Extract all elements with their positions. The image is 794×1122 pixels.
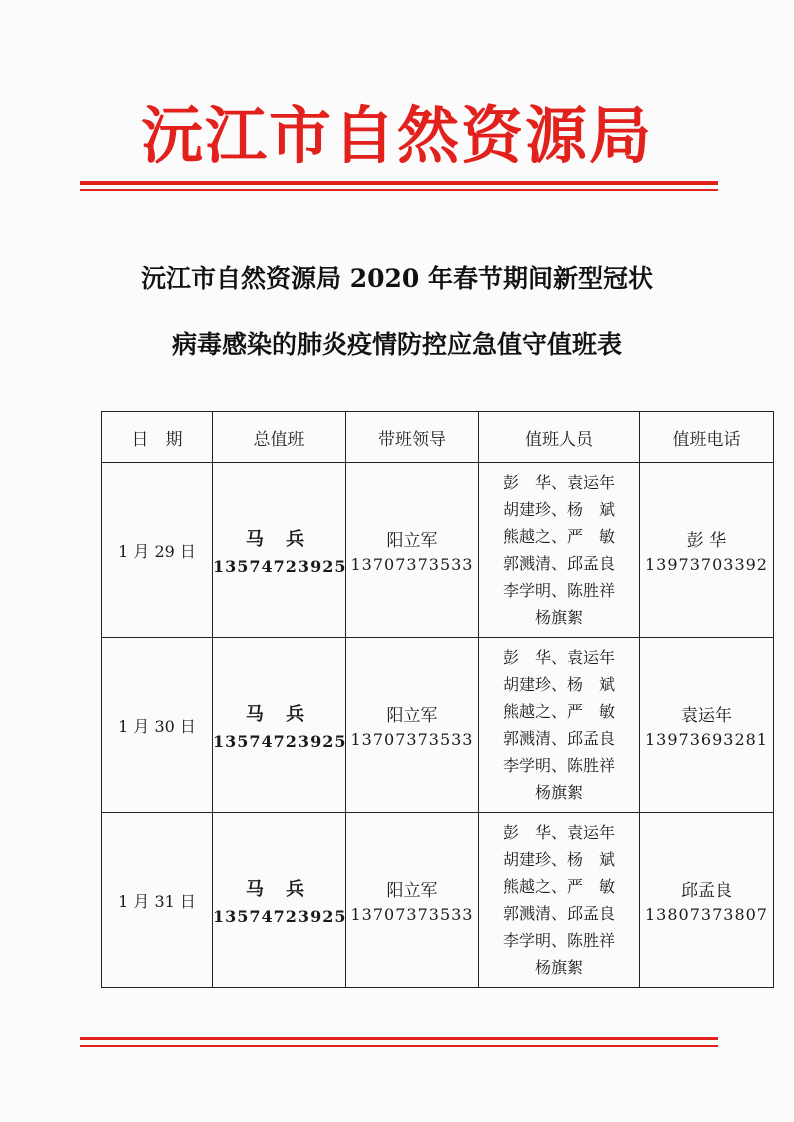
leader-cell xyxy=(346,463,479,638)
row-date: 1 月 30 日 xyxy=(102,638,213,813)
duty-phone-cell xyxy=(640,463,774,638)
staff-line: 李学明、陈胜祥 xyxy=(502,756,615,775)
footer-thin-rule xyxy=(80,1045,718,1047)
staff-line: 胡建珍、杨 斌 xyxy=(502,675,615,694)
duty-phone-cell xyxy=(640,638,774,813)
staff-line: 彭 华、袁运年 xyxy=(502,648,615,667)
chief-cell xyxy=(213,463,346,638)
chief-cell xyxy=(213,813,346,988)
staff-line: 彭 华、袁运年 xyxy=(502,473,615,492)
staff-line: 李学明、陈胜祥 xyxy=(502,931,615,950)
footer-thick-rule xyxy=(80,1037,718,1040)
leader-cell xyxy=(346,813,479,988)
document-title-line-2: 病毒感染的肺炎疫情防控应急值守值班表 xyxy=(171,330,622,359)
duty-contact-name: 邱孟良 xyxy=(681,881,732,901)
duty-roster-table xyxy=(101,411,774,988)
leader-phone: 13707373533 xyxy=(350,730,474,749)
staff-cell xyxy=(479,813,640,988)
staff-line: 胡建珍、杨 斌 xyxy=(502,500,615,519)
duty-contact-phone: 13807373807 xyxy=(645,905,768,924)
staff-line: 郭溅清、邱孟良 xyxy=(502,904,615,923)
chief-name: 马 兵 xyxy=(245,878,313,900)
row-date: 1 月 29 日 xyxy=(102,463,213,638)
leader-phone: 13707373533 xyxy=(350,555,474,574)
leader-phone: 13707373533 xyxy=(350,905,474,924)
header-date: 日 期 xyxy=(102,412,213,463)
table-row xyxy=(102,813,774,988)
leader-cell xyxy=(346,638,479,813)
leader-name: 阳立军 xyxy=(386,881,438,901)
header-duty-staff: 值班人员 xyxy=(479,412,640,463)
staff-cell xyxy=(479,638,640,813)
staff-line: 杨旗絮 xyxy=(534,958,583,977)
duty-contact-name: 袁运年 xyxy=(681,706,732,726)
header-shift-leader: 带班领导 xyxy=(346,412,479,463)
document-title-line-1: 沅江市自然资源局 2020 年春节期间新型冠状 xyxy=(141,264,653,293)
leader-name: 阳立军 xyxy=(386,706,438,726)
staff-line: 李学明、陈胜祥 xyxy=(502,581,615,600)
staff-line: 郭溅清、邱孟良 xyxy=(502,729,615,748)
duty-contact-phone: 13973703392 xyxy=(645,555,768,574)
chief-phone: 13574723925 xyxy=(213,731,347,751)
staff-line: 胡建珍、杨 斌 xyxy=(502,850,615,869)
row-date: 1 月 31 日 xyxy=(102,813,213,988)
duty-contact-name: 彭 华 xyxy=(686,531,727,551)
chief-name: 马 兵 xyxy=(245,703,313,725)
chief-name: 马 兵 xyxy=(245,528,313,550)
duty-phone-cell xyxy=(640,813,774,988)
staff-line: 熊越之、严 敏 xyxy=(502,877,615,896)
header-duty-phone: 值班电话 xyxy=(640,412,774,463)
header-chief-on-duty: 总值班 xyxy=(213,412,346,463)
agency-letterhead: 沅江市自然资源局 xyxy=(140,99,653,172)
table-row xyxy=(102,463,774,638)
staff-line: 郭溅清、邱孟良 xyxy=(502,554,615,573)
staff-cell xyxy=(479,463,640,638)
duty-contact-phone: 13973693281 xyxy=(645,730,768,749)
letterhead-thin-rule xyxy=(80,189,718,191)
letterhead-thick-rule xyxy=(80,181,718,185)
staff-line: 熊越之、严 敏 xyxy=(502,702,615,721)
chief-phone: 13574723925 xyxy=(213,906,347,926)
staff-line: 熊越之、严 敏 xyxy=(502,527,615,546)
table-header-row xyxy=(102,412,774,463)
chief-phone: 13574723925 xyxy=(213,556,347,576)
staff-line: 杨旗絮 xyxy=(534,608,583,627)
leader-name: 阳立军 xyxy=(386,531,438,551)
table-row xyxy=(102,638,774,813)
staff-line: 杨旗絮 xyxy=(534,783,583,802)
staff-line: 彭 华、袁运年 xyxy=(502,823,615,842)
chief-cell xyxy=(213,638,346,813)
